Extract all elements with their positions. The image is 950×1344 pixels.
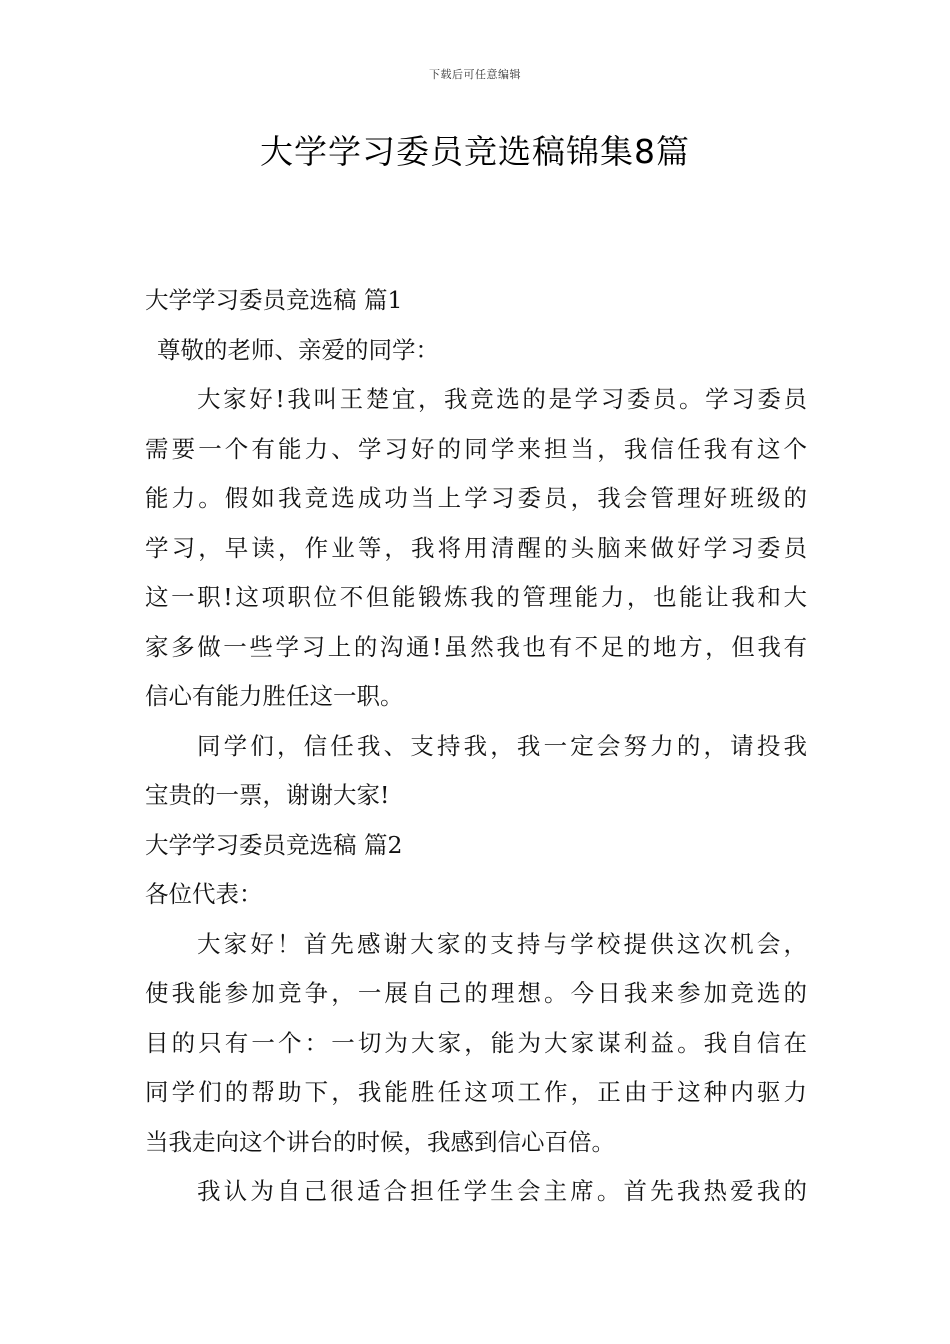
paragraph-line: 能力。假如我竞选成功当上学习委员，我会管理好班级的	[145, 484, 807, 512]
paragraph-line: 目的只有一个：一切为大家，能为大家谋利益。我自信在	[145, 1028, 807, 1057]
paragraph-line: 同学们的帮助下，我能胜任这项工作，正由于这种内驱力	[145, 1078, 807, 1106]
section-heading: 大学学习委员竞选稿 篇1	[145, 286, 403, 314]
paragraph	[145, 375, 807, 722]
section-heading: 大学学习委员竞选稿 篇2	[145, 830, 403, 859]
document-title: 大学学习委员竞选稿锦集8篇	[260, 132, 690, 171]
paragraph-line: 使我能参加竞争，一展自己的理想。今日我来参加竞选的	[145, 979, 807, 1007]
paragraph	[145, 1167, 807, 1217]
paragraph	[145, 920, 807, 1168]
paragraph-line: 需要一个有能力、学习好的同学来担当，我信任我有这个	[145, 434, 807, 463]
paragraph-line: 宝贵的一票，谢谢大家!	[145, 781, 390, 809]
salutation: 各位代表：	[145, 880, 263, 908]
document-body	[145, 276, 807, 1217]
paragraph	[145, 722, 807, 821]
paragraph-line: 学习，早读，作业等，我将用清醒的头脑来做好学习委员	[145, 533, 807, 562]
paragraph-line: 当我走向这个讲台的时候，我感到信心百倍。	[145, 1127, 615, 1156]
paragraph-line: 这一职!这项职位不但能锻炼我的管理能力，也能让我和大	[145, 583, 807, 611]
paragraph-line: 大家好！首先感谢大家的支持与学校提供这次机会，	[197, 929, 807, 958]
salutation: 尊敬的老师、亲爱的同学：	[157, 335, 439, 364]
paragraph-line: 家多做一些学习上的沟通!虽然我也有不足的地方，但我有	[145, 632, 807, 661]
header-note: 下载后可任意编辑	[429, 68, 521, 81]
paragraph-line: 信心有能力胜任这一职。	[145, 682, 404, 710]
paragraph-line: 大家好!我叫王楚宜，我竞选的是学习委员。学习委员	[197, 385, 807, 413]
paragraph-line: 同学们，信任我、支持我，我一定会努力的，请投我	[197, 731, 807, 760]
paragraph-line: 我认为自己很适合担任学生会主席。首先我热爱我的	[197, 1177, 807, 1205]
